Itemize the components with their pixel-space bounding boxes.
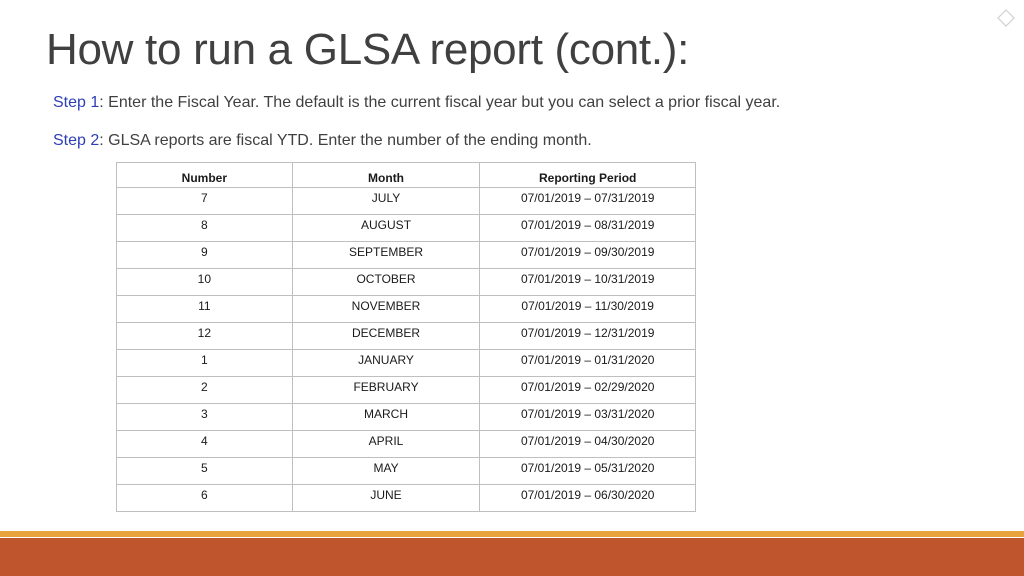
- cell-number: 3: [117, 404, 293, 431]
- cell-reporting-period: 07/01/2019 – 02/29/2020: [480, 377, 696, 404]
- step-1-text: : Enter the Fiscal Year. The default is the current fiscal year but you can select a prior fiscal year.: [99, 94, 781, 111]
- cell-month: JULY: [292, 188, 480, 215]
- cell-number: 4: [117, 431, 293, 458]
- reporting-period-table: [116, 162, 696, 512]
- step-1-label: Step 1: [53, 94, 100, 111]
- cell-month: FEBRUARY: [292, 377, 480, 404]
- title-prefix: How to run a: [46, 25, 304, 74]
- diamond-outline-icon: [996, 8, 1016, 28]
- cell-reporting-period: 07/01/2019 – 10/31/2019: [480, 269, 696, 296]
- cell-number: 1: [117, 350, 293, 377]
- table-body: [117, 188, 696, 512]
- cell-reporting-period: 07/01/2019 – 06/30/2020: [480, 485, 696, 512]
- slide-title: [46, 22, 689, 78]
- cell-reporting-period: 07/01/2019 – 09/30/2019: [480, 242, 696, 269]
- table-row: [117, 458, 696, 485]
- table-row: [117, 431, 696, 458]
- cell-number: 9: [117, 242, 293, 269]
- table-row: [117, 269, 696, 296]
- cell-reporting-period: 07/01/2019 – 12/31/2019: [480, 323, 696, 350]
- title-suffix: report (cont.):: [417, 25, 690, 74]
- cell-number: 2: [117, 377, 293, 404]
- header-number: Number: [117, 163, 293, 188]
- cell-number: 12: [117, 323, 293, 350]
- cell-number: 5: [117, 458, 293, 485]
- footer-accent-line: [0, 531, 1024, 537]
- cell-reporting-period: 07/01/2019 – 01/31/2020: [480, 350, 696, 377]
- cell-month: JUNE: [292, 485, 480, 512]
- cell-month: MAY: [292, 458, 480, 485]
- table-row: [117, 188, 696, 215]
- table-row: [117, 377, 696, 404]
- step-2-text: : GLSA reports are fiscal YTD. Enter the number of the ending month.: [99, 132, 592, 149]
- table-row: [117, 485, 696, 512]
- cell-month: DECEMBER: [292, 323, 480, 350]
- table-row: [117, 242, 696, 269]
- table-row: [117, 323, 696, 350]
- cell-month: AUGUST: [292, 215, 480, 242]
- cell-month: APRIL: [292, 431, 480, 458]
- cell-reporting-period: 07/01/2019 – 05/31/2020: [480, 458, 696, 485]
- cell-month: MARCH: [292, 404, 480, 431]
- cell-number: 11: [117, 296, 293, 323]
- step-2-instruction: [53, 130, 592, 152]
- cell-month: OCTOBER: [292, 269, 480, 296]
- table-row: [117, 404, 696, 431]
- footer-bar: [0, 538, 1024, 576]
- cell-month: SEPTEMBER: [292, 242, 480, 269]
- table-row: [117, 215, 696, 242]
- cell-month: JANUARY: [292, 350, 480, 377]
- step-1-instruction: [53, 92, 780, 114]
- table-header-row: [117, 163, 696, 188]
- cell-number: 7: [117, 188, 293, 215]
- cell-number: 10: [117, 269, 293, 296]
- table-row: [117, 296, 696, 323]
- cell-reporting-period: 07/01/2019 – 08/31/2019: [480, 215, 696, 242]
- cell-number: 6: [117, 485, 293, 512]
- cell-reporting-period: 07/01/2019 – 07/31/2019: [480, 188, 696, 215]
- title-emphasis: GLSA: [303, 25, 418, 74]
- step-2-label: Step 2: [53, 132, 100, 149]
- cell-number: 8: [117, 215, 293, 242]
- cell-reporting-period: 07/01/2019 – 11/30/2019: [480, 296, 696, 323]
- cell-reporting-period: 07/01/2019 – 03/31/2020: [480, 404, 696, 431]
- header-reporting-period: Reporting Period: [480, 163, 696, 188]
- cell-reporting-period: 07/01/2019 – 04/30/2020: [480, 431, 696, 458]
- cell-month: NOVEMBER: [292, 296, 480, 323]
- header-month: Month: [292, 163, 480, 188]
- table-row: [117, 350, 696, 377]
